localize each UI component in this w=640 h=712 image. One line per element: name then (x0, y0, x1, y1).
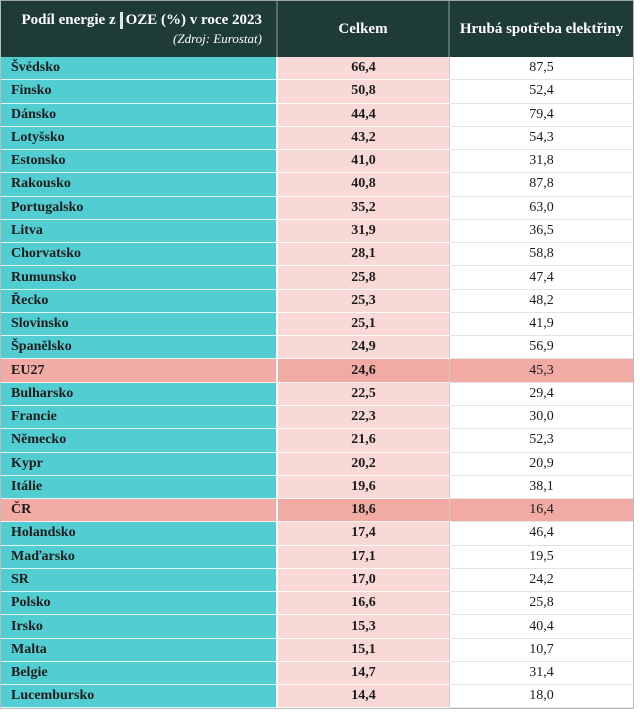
country-cell: Rakousko (1, 173, 278, 196)
table-row (1, 522, 633, 545)
country-cell: Kypr (1, 453, 278, 476)
celkem-cell: 17,4 (278, 522, 450, 545)
table-row (1, 290, 633, 313)
table-row (1, 313, 633, 336)
celkem-cell: 14,4 (278, 685, 450, 708)
spotreba-cell: 25,8 (450, 592, 633, 615)
table-source: (Zdroj: Eurostat) (173, 31, 262, 46)
celkem-cell: 50,8 (278, 80, 450, 103)
table-title-cell (1, 1, 278, 57)
table-row (1, 429, 633, 452)
spotreba-cell: 31,8 (450, 150, 633, 173)
table-title-part2: OZE (%) v roce 2023 (125, 12, 262, 28)
table-row (1, 359, 633, 382)
spotreba-cell: 20,9 (450, 453, 633, 476)
celkem-cell: 66,4 (278, 57, 450, 80)
country-cell: Itálie (1, 476, 278, 499)
spotreba-cell: 58,8 (450, 243, 633, 266)
table-row (1, 615, 633, 638)
table-row (1, 197, 633, 220)
country-cell: Estonsko (1, 150, 278, 173)
country-cell: Maďarsko (1, 546, 278, 569)
celkem-cell: 43,2 (278, 127, 450, 150)
spotreba-cell: 79,4 (450, 104, 633, 127)
country-cell: Rumunsko (1, 266, 278, 289)
spotreba-cell: 41,9 (450, 313, 633, 336)
spotreba-cell: 31,4 (450, 662, 633, 685)
country-cell: EU27 (1, 359, 278, 382)
spotreba-cell: 52,4 (450, 80, 633, 103)
country-cell: Španělsko (1, 336, 278, 359)
celkem-cell: 40,8 (278, 173, 450, 196)
text-cursor (120, 12, 123, 29)
celkem-cell: 15,1 (278, 639, 450, 662)
spotreba-cell: 54,3 (450, 127, 633, 150)
table-row (1, 127, 633, 150)
celkem-cell: 44,4 (278, 104, 450, 127)
country-cell: Litva (1, 220, 278, 243)
spotreba-cell: 52,3 (450, 429, 633, 452)
spotreba-cell: 18,0 (450, 685, 633, 708)
celkem-cell: 20,2 (278, 453, 450, 476)
spotreba-cell: 48,2 (450, 290, 633, 313)
column-header-spotreba: Hrubá spotřeba elektřiny (459, 20, 624, 37)
spotreba-cell: 30,0 (450, 406, 633, 429)
table-row (1, 662, 633, 685)
country-cell: Dánsko (1, 104, 278, 127)
celkem-cell: 16,6 (278, 592, 450, 615)
spotreba-cell: 56,9 (450, 336, 633, 359)
celkem-cell: 19,6 (278, 476, 450, 499)
spotreba-cell: 19,5 (450, 546, 633, 569)
celkem-cell: 21,6 (278, 429, 450, 452)
spotreba-cell: 40,4 (450, 615, 633, 638)
country-cell: Portugalsko (1, 197, 278, 220)
celkem-cell: 35,2 (278, 197, 450, 220)
spotreba-cell: 87,5 (450, 57, 633, 80)
celkem-cell: 25,1 (278, 313, 450, 336)
country-cell: Malta (1, 639, 278, 662)
table-row (1, 685, 633, 708)
spotreba-cell: 16,4 (450, 499, 633, 522)
country-cell: Belgie (1, 662, 278, 685)
table-row (1, 220, 633, 243)
country-cell: Finsko (1, 80, 278, 103)
celkem-cell: 24,6 (278, 359, 450, 382)
table-title-part1: Podíl energie z (21, 12, 116, 28)
country-cell: Irsko (1, 615, 278, 638)
table-row (1, 336, 633, 359)
country-cell: ČR (1, 499, 278, 522)
table-header (1, 1, 633, 57)
celkem-cell: 25,8 (278, 266, 450, 289)
table-row (1, 569, 633, 592)
country-cell: Lucembursko (1, 685, 278, 708)
table-row (1, 173, 633, 196)
celkem-cell: 14,7 (278, 662, 450, 685)
country-cell: Řecko (1, 290, 278, 313)
table-row (1, 150, 633, 173)
celkem-cell: 18,6 (278, 499, 450, 522)
celkem-cell: 41,0 (278, 150, 450, 173)
spotreba-cell: 47,4 (450, 266, 633, 289)
spotreba-cell: 38,1 (450, 476, 633, 499)
table-row (1, 243, 633, 266)
country-cell: Německo (1, 429, 278, 452)
celkem-cell: 25,3 (278, 290, 450, 313)
country-cell: Švédsko (1, 57, 278, 80)
celkem-cell: 17,0 (278, 569, 450, 592)
country-cell: SR (1, 569, 278, 592)
country-cell: Holandsko (1, 522, 278, 545)
table-row (1, 406, 633, 429)
celkem-cell: 31,9 (278, 220, 450, 243)
column-header-celkem: Celkem (278, 1, 450, 57)
country-cell: Chorvatsko (1, 243, 278, 266)
table-row (1, 57, 633, 80)
celkem-cell: 22,5 (278, 383, 450, 406)
country-cell: Francie (1, 406, 278, 429)
table-body (1, 57, 633, 708)
celkem-cell: 24,9 (278, 336, 450, 359)
table-row (1, 453, 633, 476)
spotreba-cell: 63,0 (450, 197, 633, 220)
spotreba-cell: 45,3 (450, 359, 633, 382)
table-row (1, 104, 633, 127)
table-row (1, 639, 633, 662)
celkem-cell: 28,1 (278, 243, 450, 266)
table-row (1, 383, 633, 406)
spotreba-cell: 46,4 (450, 522, 633, 545)
table-row (1, 546, 633, 569)
spotreba-cell: 87,8 (450, 173, 633, 196)
table-row (1, 499, 633, 522)
table-row (1, 592, 633, 615)
table-row (1, 266, 633, 289)
celkem-cell: 17,1 (278, 546, 450, 569)
celkem-cell: 22,3 (278, 406, 450, 429)
country-cell: Polsko (1, 592, 278, 615)
table-title (21, 11, 262, 30)
spotreba-cell: 10,7 (450, 639, 633, 662)
table-row (1, 476, 633, 499)
table-row (1, 80, 633, 103)
spotreba-cell: 36,5 (450, 220, 633, 243)
spotreba-cell: 24,2 (450, 569, 633, 592)
spotreba-cell: 29,4 (450, 383, 633, 406)
country-cell: Lotyšsko (1, 127, 278, 150)
celkem-cell: 15,3 (278, 615, 450, 638)
country-cell: Slovinsko (1, 313, 278, 336)
country-cell: Bulharsko (1, 383, 278, 406)
